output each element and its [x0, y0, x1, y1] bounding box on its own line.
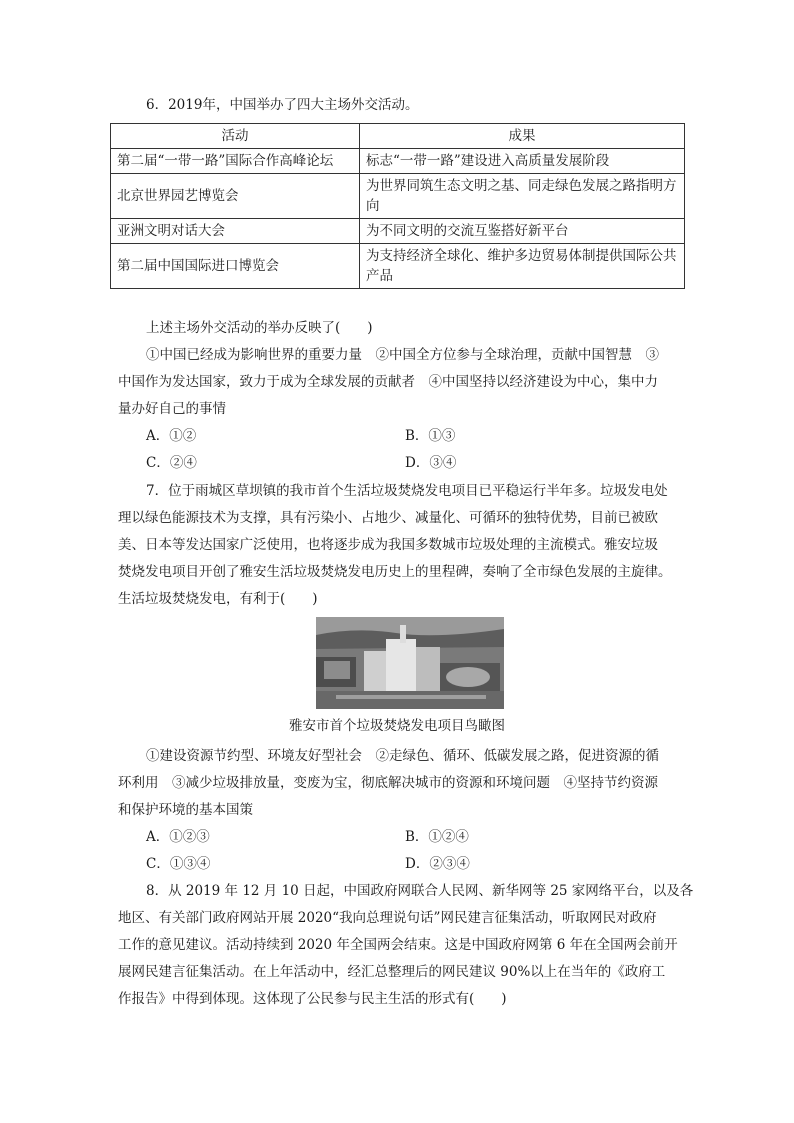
q6-statement-line: ①中国已经成为影响世界的重要力量 ②中国全方位参与全球治理，贡献中国智慧 ③ — [146, 347, 659, 363]
q6-option-c: C．②④ — [146, 455, 197, 471]
table-row — [111, 244, 685, 289]
q7-statement-line: 和保护环境的基本国策 — [118, 802, 253, 818]
table-cell: 亚洲文明对话大会 — [111, 219, 360, 244]
q7-option-d: D．②③④ — [405, 856, 470, 872]
q7-option-a: A．①②③ — [146, 829, 210, 845]
table-row — [111, 174, 685, 219]
q8-text-line: 8．从 2019 年 12 月 10 日起，中国政府网联合人民网、新华网等 25 家网络平台，以及各 — [146, 883, 694, 899]
q6-option-a: A．①② — [146, 428, 197, 444]
q7-text-line: 理以绿色能源技术为支撑，具有污染小、占地少、减量化、可循环的独特优势，目前已被欧 — [118, 510, 658, 526]
photo-caption: 雅安市首个垃圾焚烧发电项目鸟瞰图 — [289, 718, 505, 734]
q7-statement-line: 环利用 ③减少垃圾排放量，变废为宝，彻底解决城市的资源和环境问题 ④坚持节约资源 — [118, 775, 658, 791]
q8-text-line: 工作的意见建议。活动持续到 2020 年全国两会结束。这是中国政府网第 6 年在全国两会前开 — [118, 937, 678, 953]
q6-statement-line: 中国作为发达国家，致力于成为全球发展的贡献者 ④中国坚持以经济建设为中心，集中力 — [118, 374, 658, 390]
table-row — [111, 219, 685, 244]
q8-text-line: 地区、有关部门政府网站开展 2020“我向总理说句话”网民建言征集活动，听取网民对政府 — [118, 910, 657, 926]
q6-statement-line: 量办好自己的事情 — [118, 401, 226, 417]
table-cell: 第二届“一带一路”国际合作高峰论坛 — [111, 149, 360, 174]
q7-text-line: 生活垃圾焚烧发电，有利于( ) — [118, 591, 318, 607]
q7-text-line: 焚烧发电项目开创了雅安生活垃圾焚烧发电历史上的里程碑，奏响了全市绿色发展的主旋律。 — [118, 564, 672, 580]
q6-option-d: D．③④ — [405, 455, 457, 471]
table-header-row — [111, 124, 685, 149]
table-cell: 为支持经济全球化、维护多边贸易体制提供国际公共产品 — [360, 244, 685, 289]
q7-option-c: C．①③④ — [146, 856, 211, 872]
q7-text-line: 美、日本等发达国家广泛使用，也将逐步成为我国多数城市垃圾处理的主流模式。雅安垃圾 — [118, 537, 658, 553]
table-cell: 北京世界园艺博览会 — [111, 174, 360, 219]
table-cell: 标志“一带一路”建设进入高质量发展阶段 — [360, 149, 685, 174]
q6-stem: 6．2019年，中国举办了四大主场外交活动。 — [146, 97, 419, 113]
q7-option-b: B．①②④ — [405, 829, 469, 845]
table-header-result: 成果 — [360, 124, 685, 149]
table-cell: 为不同文明的交流互鉴搭好新平台 — [360, 219, 685, 244]
q6-table — [110, 123, 685, 289]
q6-option-b: B．①③ — [405, 428, 456, 444]
table-row — [111, 149, 685, 174]
table-cell: 第二届中国国际进口博览会 — [111, 244, 360, 289]
q8-text-line: 作报告》中得到体现。这体现了公民参与民主生活的形式有( ) — [118, 991, 507, 1007]
aerial-photo — [316, 617, 504, 709]
q6-question: 上述主场外交活动的举办反映了( ) — [146, 320, 373, 336]
q7-statement-line: ①建设资源节约型、环境友好型社会 ②走绿色、循环、低碳发展之路，促进资源的循 — [146, 748, 659, 764]
q8-text-line: 展网民建言征集活动。在上年活动中，经汇总整理后的网民建议 90%以上在当年的《政府工 — [118, 964, 666, 980]
table-header-activity: 活动 — [111, 124, 360, 149]
table-cell: 为世界同筑生态文明之基、同走绿色发展之路指明方向 — [360, 174, 685, 219]
q7-text-line: 7．位于雨城区草坝镇的我市首个生活垃圾焚烧发电项目已平稳运行半年多。垃圾发电处 — [146, 483, 668, 499]
